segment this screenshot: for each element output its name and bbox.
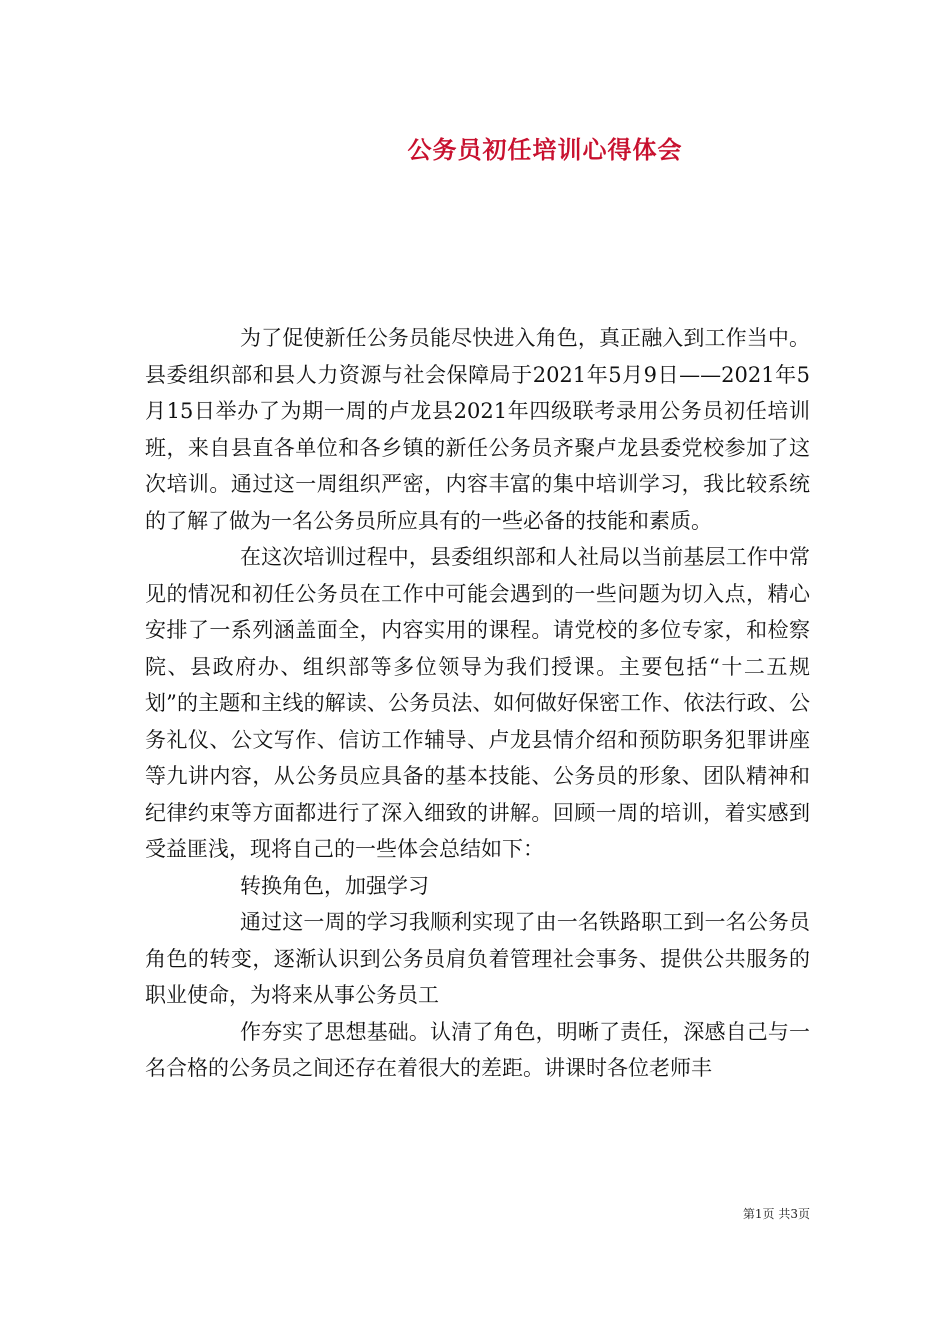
- section-heading-role-change: 转换角色，加强学习: [240, 873, 429, 898]
- page-number-footer: 第1页 共3页: [742, 1207, 810, 1221]
- paragraph-training-content: 在这次培训过程中，县委组织部和人社局以当前基层工作中常见的情况和初任公务员在工作中可能会遇到的一些问题为切入点，精心安排了一系列涵盖面全，内容实用的课程。请党校的多位专家，和检察院、县政府办、组织部等多位领导为我们授课。主要包括“十二五规划”的主题和主线的解读、公务员法、如何做好保密工作、依法行政、公务礼仪、公文写作、信访工作辅导、卢龙县情介绍和预防职务犯罪讲座等九讲内容，从公务员应具备的基本技能、公务员的形象、团队精神和纪律约束等方面都进行了深入细致的讲解。回顾一周的培训，着实感到受益匪浅，现将自己的一些体会总结如下：: [145, 545, 810, 861]
- paragraph-intro: 为了促使新任公务员能尽快进入角色，真正融入到工作当中。县委组织部和县人力资源与社会保障局于2021年5月9日——2021年5月15日举办了为期一周的卢龙县2021年四级联考录用公务员初任培训班，来自县直各单位和各乡镇的新任公务员齐聚卢龙县委党校参加了这次培训。通过这一周组织严密，内容丰富的集中培训学习，我比较系统的了解了做为一名公务员所应具有的一些必备的技能和素质。: [145, 326, 810, 533]
- document-title: 公务员初任培训心得体会: [407, 135, 683, 164]
- document-body: [145, 320, 810, 1087]
- paragraph-continuation: 作夯实了思想基础。认清了角色，明晰了责任，深感自己与一名合格的公务员之间还存在着很大的差距。讲课时各位老师丰: [145, 1019, 810, 1080]
- paragraph-role-change: 通过这一周的学习我顺利实现了由一名铁路职工到一名公务员角色的转变，逐渐认识到公务员肩负着管理社会事务、提供公共服务的职业使命，为将来从事公务员工: [145, 910, 810, 1007]
